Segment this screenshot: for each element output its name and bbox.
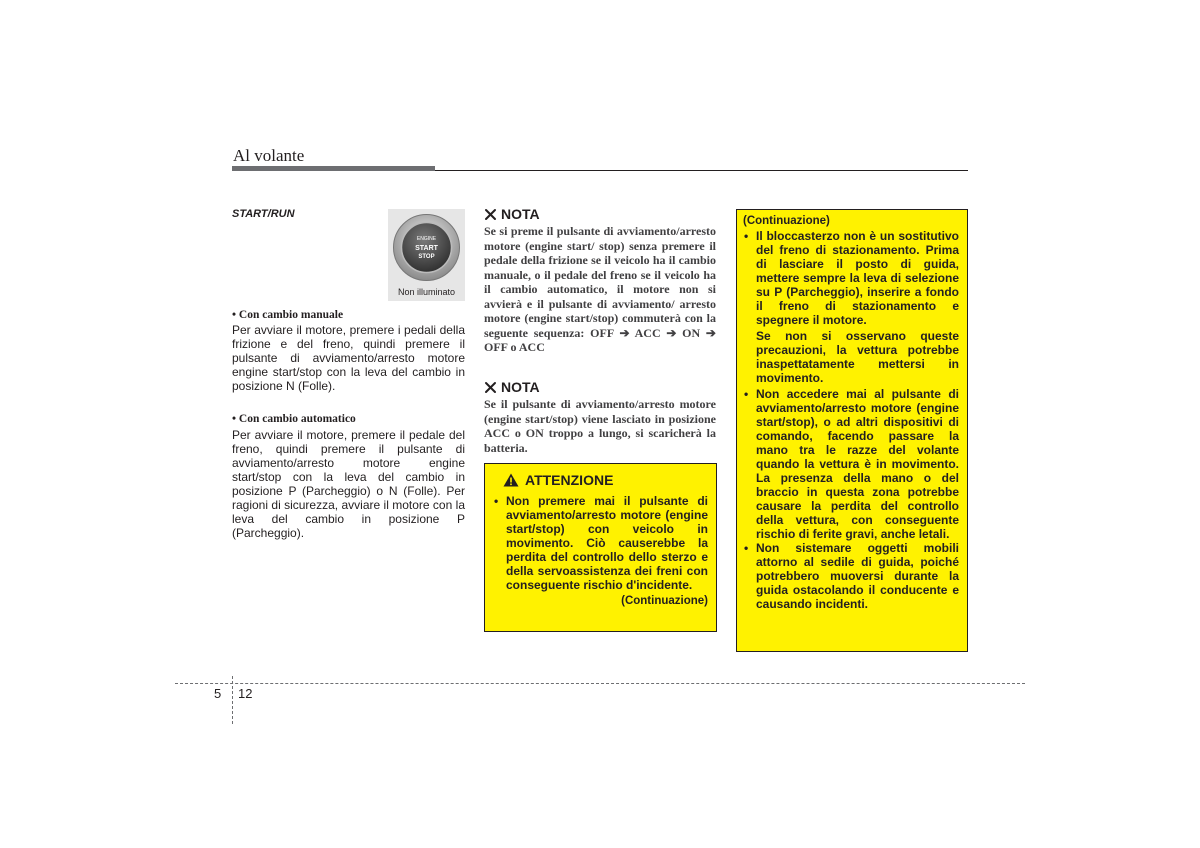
- nota-heading: [484, 206, 540, 222]
- warning-triangle-icon: [503, 473, 519, 487]
- automatic-text: Per avviare il motore, premere il pedale del freno, quindi premere il pulsante di avviamento/arresto motore engine start/stop con la leva del cambio in posizione P (Parcheggio) o N (Folle). Per ragioni di sicurezza, avviare il motore con la leva del cambio in posizione P (Parcheggio).: [232, 428, 465, 540]
- attenzione-heading: [503, 472, 708, 488]
- automatic-heading: • Con cambio automatico: [232, 413, 356, 425]
- nota-text-2: Se il pulsante di avviamento/arresto motore (engine start/stop) viene lasciato in posizione ACC o ON troppo a lungo, si scaricherà la batteria.: [484, 397, 716, 455]
- attenzione-list: [493, 494, 708, 592]
- list-item: • Il bloccasterzo non è un sostitutivo del freno di stazionamento. Prima di lasciare il posto di guida, mettere sempre la leva di selezione su P (Parcheggio), inserire a fondo il freno di stazionamento e spegnere il motore.: [743, 229, 959, 327]
- footer-rule: [175, 683, 1025, 684]
- button-line-stop: STOP: [418, 254, 435, 260]
- nota-heading-2: [484, 379, 540, 395]
- button-line-start: START: [415, 245, 438, 252]
- list-item: • Non accedere mai al pulsante di avviamento/arresto motore (engine start/stop), o ad altri dispositivi di comando, facendo passare la mano tra le razze del volante quando la vettura è in movimento. La presenza della mano o del braccio in questa zona potrebbe causare la perdita del controllo della vettura, con conseguente rischio di ferite gravi, anche letali.: [743, 387, 959, 541]
- attenzione-box: [484, 463, 717, 632]
- left-column: [232, 208, 465, 540]
- asterisk-icon: [484, 208, 497, 221]
- continuation-label: (Continuazione): [743, 215, 830, 227]
- manual-text: Per avviare il motore, premere i pedali della frizione e del freno, quindi premere il pulsante di avviamento/arresto motore engine start/stop con la leva del cambio in posizione N (Folle).: [232, 323, 465, 393]
- list-item: • Non sistemare oggetti mobili attorno al sedile di guida, poiché potrebbero muoversi durante la guida ostacolando il conducente e causando incidenti.: [743, 541, 959, 611]
- continuation-list-2: [743, 387, 959, 611]
- continuation-box: [736, 209, 968, 652]
- continued-label: (Continuazione): [621, 595, 708, 607]
- continuation-list: [743, 229, 959, 327]
- asterisk-icon: [484, 381, 497, 394]
- start-button-figure: [388, 209, 465, 301]
- list-item-extra: Se non si osservano queste precauzioni, la vettura potrebbe inaspettatamente mettersi in movimento.: [756, 329, 959, 385]
- figure-caption: Non illuminato: [397, 287, 456, 297]
- attenzione-heading-text: ATTENZIONE: [525, 472, 614, 488]
- page-header-title: Al volante: [233, 146, 305, 165]
- list-item: • Non premere mai il pulsante di avviamento/arresto motore (engine start/stop) con veicolo in movimento. Ciò causerebbe la perdita del controllo dello sterzo e della servoassistenza dei freni con conseguente rischio d'incidente.: [493, 494, 708, 592]
- manual-heading: • Con cambio manuale: [232, 309, 344, 321]
- nota-heading-text-2: NOTA: [501, 379, 540, 395]
- header-bar: [232, 166, 435, 171]
- header-rule: [435, 170, 968, 171]
- page-number: 12: [238, 686, 253, 701]
- button-line-engine: ENGINE: [416, 236, 437, 242]
- nota-heading-text: NOTA: [501, 206, 540, 222]
- footer-divider: [232, 676, 233, 724]
- engine-start-button-icon: [392, 213, 461, 282]
- page-chapter-number: 5: [214, 686, 222, 701]
- nota-text: Se si preme il pulsante di avviamento/arresto motore (engine start/ stop) senza premere il pedale della frizione se il veicolo ha il cambio manuale, o il pedale del freno se il veicolo ha il cambio automatico, il motore non si avvierà e il pulsante di avviamento/ arresto motore (engine start/stop) commuterà con la seguente sequenza: OFF ➔ ACC ➔ ON ➔ OFF o ACC: [484, 224, 716, 354]
- start-run-label: START/RUN: [232, 208, 295, 220]
